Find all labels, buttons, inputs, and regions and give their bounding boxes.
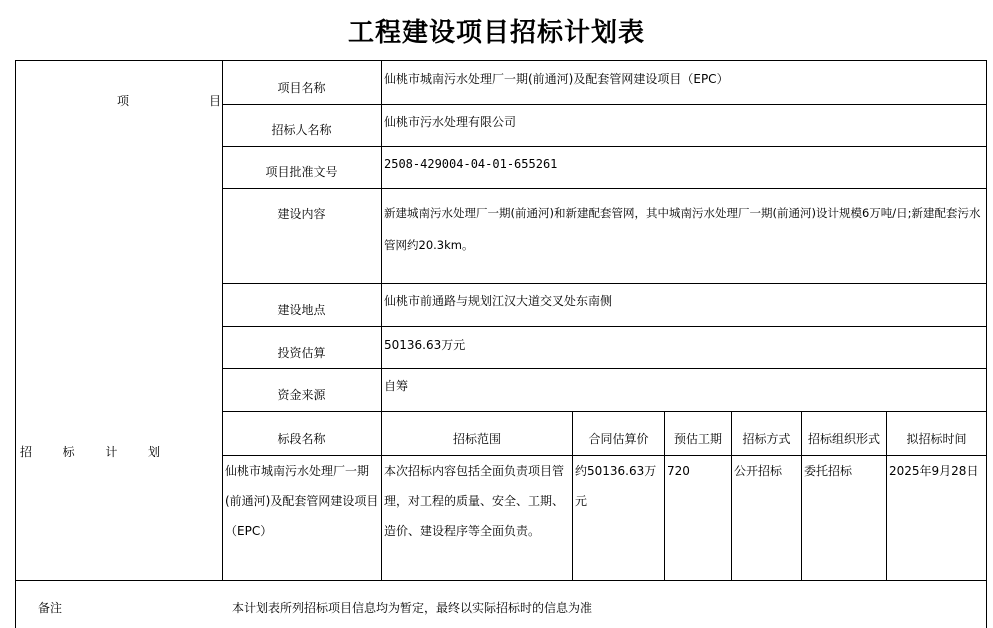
divider [222,283,986,284]
row-value-funding: 自筹 [384,379,409,393]
cell-scope: 本次招标内容包括全面负责项目管理，对工程的质量、安全、工期、造价、建设程序等全面负责。 [384,464,565,538]
row-value-approval-no: 2508-429004-04-01-655261 [384,157,558,171]
remark-text: 本计划表所列招标项目信息均为暂定，最终以实际招标时的信息为准 [232,601,593,615]
row-value-investment: 50136.63万元 [384,338,466,352]
project-section-label [117,93,221,109]
cell-date: 2025年9月28日 [889,464,979,478]
row-value-location: 仙桃市前通路与规划江汉大道交叉处东南侧 [384,294,613,308]
cell-duration: 720 [667,464,690,478]
divider [222,326,986,327]
header-organization: 招标组织形式 [807,432,880,446]
row-label-approval-no: 项目批准文号 [265,165,338,179]
row-label-project-name: 项目名称 [277,81,326,95]
page-title: 工程建设项目招标计划表 [347,18,645,48]
plan-label-char: 计 [105,445,118,459]
row-label-funding: 资金来源 [277,388,326,402]
row-label-investment: 投资估算 [277,346,326,360]
row-value-tenderer: 仙桃市污水处理有限公司 [384,115,517,129]
row-value-content: 新建城南污水处理厂一期(前通河)和新建配套管网，其中城南污水处理厂一期(前通河)设计规模6万吨/日;新建配套污水管网约20.3km。 [384,206,981,252]
row-label-content: 建设内容 [277,207,326,221]
row-value-project-name: 仙桃市城南污水处理厂一期(前通河)及配套管网建设项目（EPC） [384,72,729,86]
remark-label: 备注 [38,601,63,615]
divider [15,580,986,581]
plan-label-char: 标 [62,445,75,459]
cell-price: 约50136.63万元 [575,464,657,508]
divider [222,146,986,147]
plan-label-char: 划 [147,445,160,459]
header-duration: 预估工期 [673,432,722,446]
row-label-location: 建设地点 [277,303,326,317]
divider [222,368,986,369]
cell-method: 公开招标 [734,464,783,478]
cell-section-name: 仙桃市城南污水处理厂一期(前通河)及配套管网建设项目（EPC） [225,464,379,538]
project-label-char: 项 [117,94,130,108]
plan-section-label [20,444,160,460]
row-label-tenderer: 招标人名称 [271,123,332,137]
divider [986,60,987,628]
header-section-name: 标段名称 [277,432,326,446]
header-price: 合同估算价 [588,432,649,446]
header-date: 拟招标时间 [906,432,967,446]
divider [222,188,986,189]
header-method: 招标方式 [742,432,791,446]
divider [222,104,986,105]
project-label-char: 目 [208,94,221,108]
plan-label-char: 招 [20,445,33,459]
divider [222,411,986,412]
header-scope: 招标范围 [452,432,501,446]
cell-organization: 委托招标 [804,464,853,478]
